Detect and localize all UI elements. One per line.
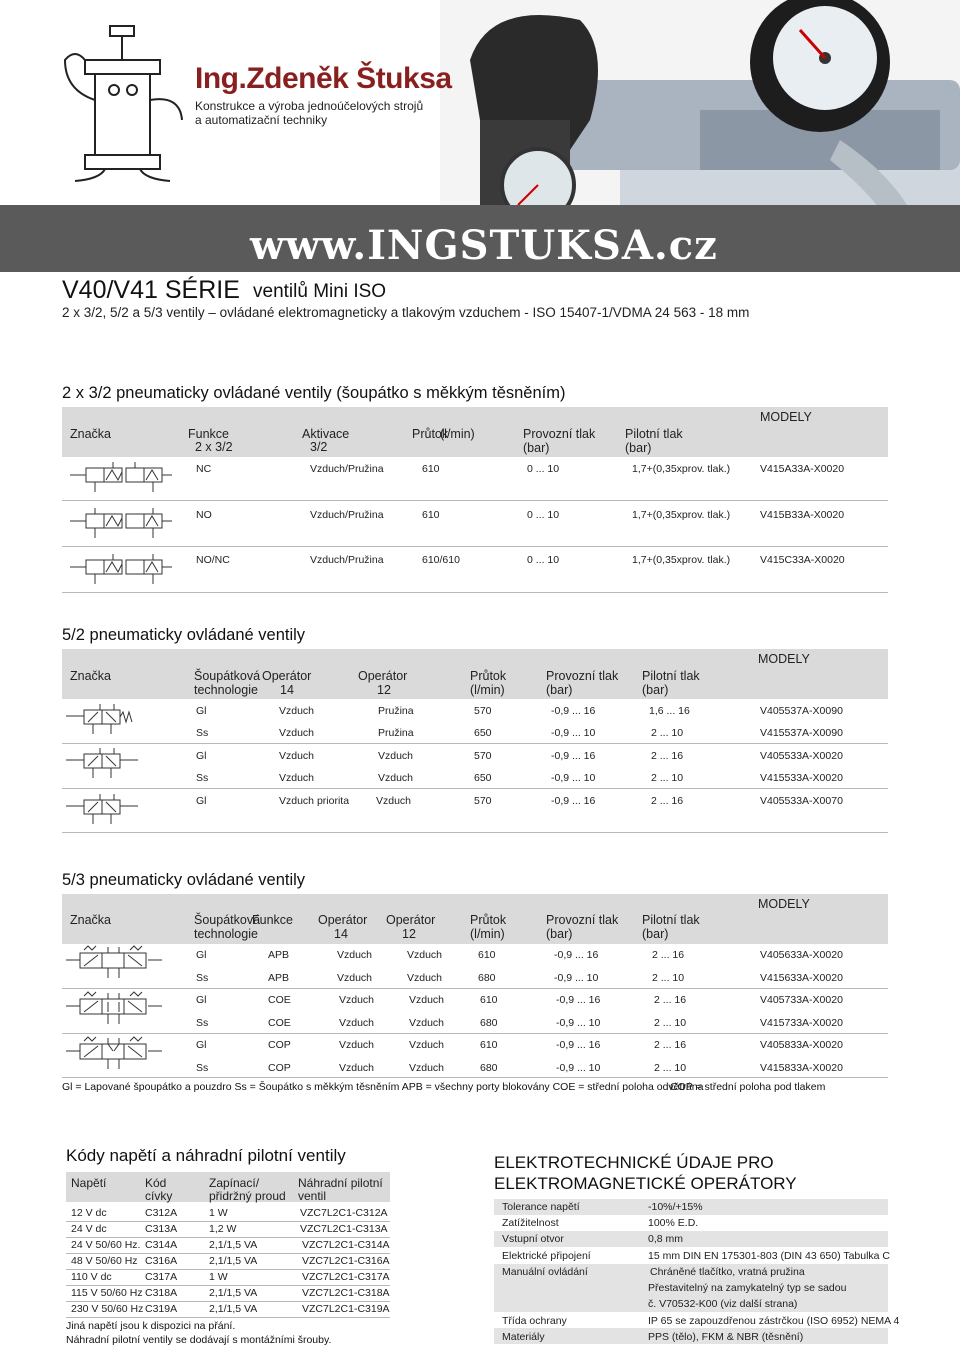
- cell-operator14: Vzduch: [337, 972, 373, 984]
- cell-prutok: 680: [478, 972, 496, 984]
- col-znacka: Značka: [70, 913, 111, 927]
- cell-pilotni: 2 ... 16: [654, 1039, 687, 1051]
- cell-operator12: Vzduch: [376, 795, 412, 807]
- col-provozni-unit: (bar): [546, 927, 573, 941]
- valve-symbol-2x32-nonc: [64, 550, 174, 588]
- spec-label: Třída ochrany: [502, 1315, 567, 1327]
- cell-soupatkova: Gl: [196, 705, 207, 717]
- cell-provozni: -0,9 ... 10: [554, 972, 599, 984]
- page-description: 2 x 3/2, 5/2 a 5/3 ventily – ovládané elektromagneticky a tlakovým vzduchem - ISO 15407-1/VDMA 24 563 - 18 mm: [62, 305, 750, 320]
- website-url[interactable]: www.INGSTUKSA.cz: [250, 222, 718, 269]
- page-title: V40/V41 SÉRIE: [62, 276, 240, 304]
- cell-soupatkova: Ss: [196, 727, 209, 739]
- cell-proud: 1 W: [209, 1207, 228, 1219]
- valve-symbol-2x32-no: [64, 504, 174, 542]
- row-divider: [66, 1317, 390, 1318]
- col-modely: MODELY: [758, 652, 810, 666]
- cell-model: V405633A-X0020: [760, 949, 843, 961]
- voltage-note-1: Jiná napětí jsou k dispozici na přání.: [66, 1320, 236, 1332]
- row-divider: [62, 500, 888, 501]
- cell-proud: 1,2 W: [209, 1223, 237, 1235]
- cell-operator14: Vzduch priorita: [279, 795, 350, 807]
- spec-label: Materiály: [502, 1331, 545, 1343]
- cell-operator12: Vzduch: [409, 1017, 445, 1029]
- cell-operator12: Vzduch: [378, 750, 414, 762]
- col-provozni: Provozní tlak: [546, 669, 619, 683]
- cell-provozni: 0 ... 10: [527, 463, 560, 475]
- cell-provozni: -0,9 ... 16: [556, 994, 601, 1006]
- legend-text: Gl = Lapované špoupátko a pouzdro Ss = Šoupátko s měkkým těsněním APB = všechny porty blokovány COE = střední poloha odvětrána: [62, 1081, 704, 1093]
- cell-pilotni: 2 ... 10: [654, 1062, 687, 1074]
- cell-napeti: 12 V dc: [71, 1207, 107, 1219]
- spec-label: Manuální ovládání: [502, 1266, 588, 1278]
- cell-provozni: -0,9 ... 16: [551, 705, 596, 717]
- cell-prutok: 650: [474, 772, 492, 784]
- cell-model: V415A33A-X0020: [760, 463, 845, 475]
- col-funkce: Funkce: [188, 427, 229, 441]
- cell-model: V415733A-X0020: [760, 1017, 843, 1029]
- col-nahradni-sub: ventil: [298, 1189, 327, 1203]
- col-nahradni: Náhradní pilotní: [298, 1176, 383, 1190]
- cell-operator12: Vzduch: [407, 972, 443, 984]
- cell-model: V405533A-X0070: [760, 795, 843, 807]
- col-operator14-sub: 14: [280, 683, 294, 697]
- valve-symbol-52-air: [64, 746, 144, 784]
- col-aktivace: Aktivace: [302, 427, 350, 441]
- cell-prutok: 680: [480, 1062, 498, 1074]
- spec-value: -10%/+15%: [648, 1201, 703, 1213]
- cell-operator12: Pružina: [378, 705, 414, 717]
- row-divider: [66, 1221, 390, 1222]
- cell-model: V405733A-X0020: [760, 994, 843, 1006]
- cell-ventil: VZC7L2C1-C319A: [302, 1303, 390, 1315]
- col-soupatkova-sub: technologie: [194, 683, 258, 697]
- valve-symbol-2x32-nc: [64, 458, 174, 496]
- cell-funkce: NO/NC: [196, 554, 230, 566]
- cell-funkce: APB: [268, 949, 290, 961]
- cell-proud: 2,1/1,5 VA: [209, 1239, 258, 1251]
- cell-model: V405533A-X0020: [760, 750, 843, 762]
- cell-pilotni: 1,7+(0,35xprov. tlak.): [632, 509, 731, 521]
- cell-pilotni: 2 ... 16: [654, 994, 687, 1006]
- cell-operator12: Vzduch: [409, 994, 445, 1006]
- cell-provozni: -0,9 ... 16: [554, 949, 599, 961]
- cell-operator12: Vzduch: [407, 949, 443, 961]
- cell-kod: C314A: [145, 1239, 178, 1251]
- cell-soupatkova: Ss: [196, 772, 209, 784]
- cell-operator14: Vzduch: [339, 1062, 375, 1074]
- cell-pilotni: 1,6 ... 16: [649, 705, 690, 717]
- cell-ventil: VZC7L2C1-C317A: [302, 1271, 390, 1283]
- cell-provozni: 0 ... 10: [527, 509, 560, 521]
- col-znacka: Značka: [70, 427, 111, 441]
- cell-pilotni: 1,7+(0,35xprov. tlak.): [632, 554, 731, 566]
- col-pilotni: Pilotní tlak: [625, 427, 683, 441]
- cell-operator14: Vzduch: [279, 750, 315, 762]
- cell-model: V405833A-X0020: [760, 1039, 843, 1051]
- cell-provozni: -0,9 ... 10: [556, 1017, 601, 1029]
- cell-prutok: 610: [480, 994, 498, 1006]
- cell-prutok: 680: [480, 1017, 498, 1029]
- cell-pilotni: 2 ... 16: [652, 949, 685, 961]
- cell-ventil: VZC7L2C1-C318A: [302, 1287, 390, 1299]
- col-znacka: Značka: [70, 669, 111, 683]
- col-aktivace-sub: 3/2: [310, 440, 328, 454]
- cell-model: V415833A-X0020: [760, 1062, 843, 1074]
- col-pilotni-unit: (bar): [625, 441, 652, 455]
- cell-model: V415B33A-X0020: [760, 509, 845, 521]
- spec-value-2: Přestavitelný na zamykatelný typ se sadou: [648, 1282, 847, 1294]
- cell-prutok: 610: [422, 509, 440, 521]
- col-funkce-sub: 2 x 3/2: [195, 440, 233, 454]
- col-zapinaci: Zapínací/: [209, 1176, 260, 1190]
- col-modely: MODELY: [760, 410, 812, 424]
- logo-mascot: [40, 20, 190, 185]
- cell-pilotni: 2 ... 10: [652, 972, 685, 984]
- row-divider: [62, 832, 888, 833]
- col-prutok-unit: (l/min): [470, 683, 505, 697]
- cell-operator14: Vzduch: [339, 1039, 375, 1051]
- cell-napeti: 230 V 50/60 Hz: [71, 1303, 144, 1315]
- cell-napeti: 24 V 50/60 Hz.: [71, 1239, 141, 1251]
- col-soupatkova: Šoupátková: [194, 913, 261, 927]
- col-operator12: Operátor: [358, 669, 408, 683]
- cell-operator12: Vzduch: [409, 1039, 445, 1051]
- cell-prutok: 650: [474, 727, 492, 739]
- cell-prutok: 570: [474, 750, 492, 762]
- cell-operator14: Vzduch: [339, 1017, 375, 1029]
- cell-kod: C313A: [145, 1223, 178, 1235]
- cell-model: V415533A-X0020: [760, 772, 843, 784]
- cell-soupatkova: Gl: [196, 1039, 207, 1051]
- cell-pilotni: 2 ... 16: [651, 795, 684, 807]
- section-2x32-title: 2 x 3/2 pneumaticky ovládané ventily (šoupátko s měkkým těsněním): [62, 384, 566, 402]
- cell-soupatkova: Gl: [196, 795, 207, 807]
- cell-funkce: APB: [268, 972, 290, 984]
- cell-soupatkova: Ss: [196, 972, 209, 984]
- cell-soupatkova: Ss: [196, 1017, 209, 1029]
- cell-pilotni: 2 ... 10: [651, 772, 684, 784]
- col-prutok: Průtok: [470, 913, 507, 927]
- col-operator12-sub: 12: [402, 927, 416, 941]
- col-zapinaci-sub: přidržný proud: [209, 1189, 286, 1203]
- cell-soupatkova: Gl: [196, 750, 207, 762]
- col-provozni: Provozní tlak: [546, 913, 619, 927]
- page-header: [0, 0, 960, 272]
- electrical-title-2: ELEKTROMAGNETICKÉ OPERÁTORY: [494, 1174, 797, 1193]
- row-divider: [66, 1253, 390, 1254]
- cell-pilotni: 2 ... 10: [654, 1017, 687, 1029]
- row-divider: [62, 592, 888, 593]
- cell-funkce: NC: [196, 463, 212, 475]
- spec-label: Tolerance napětí: [502, 1201, 580, 1213]
- col-kod-sub: cívky: [145, 1189, 173, 1203]
- cell-provozni: -0,9 ... 16: [551, 750, 596, 762]
- voltage-codes-title: Kódy napětí a náhradní pilotní ventily: [66, 1146, 346, 1165]
- cell-funkce: COE: [268, 994, 291, 1006]
- cell-prutok: 570: [474, 705, 492, 717]
- cell-proud: 2,1/1,5 VA: [209, 1287, 258, 1299]
- company-tagline-2: a automatizační techniky: [195, 113, 328, 127]
- col-modely: MODELY: [758, 897, 810, 911]
- cell-ventil: VZC7L2C1-C316A: [302, 1255, 390, 1267]
- cell-pilotni: 2 ... 10: [651, 727, 684, 739]
- cell-napeti: 115 V 50/60 Hz: [71, 1287, 143, 1299]
- cell-aktivace: Vzduch/Pružina: [310, 463, 384, 475]
- cell-provozni: -0,9 ... 16: [551, 795, 596, 807]
- col-napeti: Napětí: [71, 1176, 107, 1190]
- col-pilotni: Pilotní tlak: [642, 669, 700, 683]
- row-divider: [66, 1285, 390, 1286]
- cell-proud: 1 W: [209, 1271, 228, 1283]
- col-provozni: Provozní tlak: [523, 427, 596, 441]
- company-name: Ing.Zdeněk Štuksa: [195, 62, 452, 95]
- spec-value-3: č. V70532-K00 (viz další strana): [648, 1298, 798, 1310]
- spec-value: 0,8 mm: [648, 1233, 684, 1245]
- col-operator14: Operátor: [262, 669, 312, 683]
- spec-value: 15 mm DIN EN 175301-803 (DIN 43 650) Tabulka C: [648, 1250, 891, 1262]
- cell-operator12: Pružina: [378, 727, 414, 739]
- spec-label: Zatížitelnost: [502, 1217, 559, 1229]
- valve-symbol-53-cop: [64, 1035, 164, 1075]
- row-divider: [62, 988, 888, 989]
- row-divider: [66, 1301, 390, 1302]
- row-divider: [62, 788, 888, 789]
- col-pilotni-unit: (bar): [642, 927, 669, 941]
- row-divider: [62, 1033, 888, 1034]
- cell-funkce: COP: [268, 1039, 291, 1051]
- section-52-title: 5/2 pneumaticky ovládané ventily: [62, 626, 306, 644]
- cell-funkce: NO: [196, 509, 212, 521]
- valve-symbol-52-priority: [64, 792, 144, 830]
- cell-provozni: -0,9 ... 10: [551, 727, 596, 739]
- col-funkce: Funkce: [252, 913, 293, 927]
- col-kod: Kód: [145, 1176, 167, 1190]
- cell-funkce: COP: [268, 1062, 291, 1074]
- col-operator14: Operátor: [318, 913, 368, 927]
- cell-model: V415C33A-X0020: [760, 554, 845, 566]
- col-operator12-sub: 12: [377, 683, 391, 697]
- col-prutok: Průtok: [412, 427, 449, 441]
- cell-kod: C317A: [145, 1271, 178, 1283]
- section-53-title: 5/3 pneumaticky ovládané ventily: [62, 871, 306, 889]
- cell-operator14: Vzduch: [339, 994, 375, 1006]
- cell-proud: 2,1/1,5 VA: [209, 1303, 258, 1315]
- cell-model: V405537A-X0090: [760, 705, 843, 717]
- cell-model: V415537A-X0090: [760, 727, 843, 739]
- row-divider: [66, 1237, 390, 1238]
- company-tagline-1: Konstrukce a výroba jednoúčelových strojů: [195, 99, 424, 113]
- cell-provozni: -0,9 ... 10: [556, 1062, 601, 1074]
- spec-value: IP 65 se zapouzdřenou zástrčkou (ISO 6952) NEMA 4: [648, 1315, 900, 1327]
- electrical-title-1: ELEKTROTECHNICKÉ ÚDAJE PRO: [494, 1153, 774, 1172]
- col-soupatkova-sub: technologie: [194, 927, 258, 941]
- cell-pilotni: 2 ... 16: [651, 750, 684, 762]
- cell-ventil: VZC7L2C1-C313A: [300, 1223, 388, 1235]
- cell-aktivace: Vzduch/Pružina: [310, 509, 384, 521]
- page-subtitle: ventilů Mini ISO: [253, 281, 387, 302]
- col-prutok-unit: (l/min): [440, 427, 475, 441]
- cell-operator14: Vzduch: [279, 772, 315, 784]
- cell-ventil: VZC7L2C1-C312A: [300, 1207, 388, 1219]
- cell-napeti: 24 V dc: [71, 1223, 107, 1235]
- cell-provozni: 0 ... 10: [527, 554, 560, 566]
- row-divider: [62, 546, 888, 547]
- cell-prutok: 610: [480, 1039, 498, 1051]
- spec-value: 100% E.D.: [648, 1217, 699, 1229]
- cell-kod: C318A: [145, 1287, 178, 1299]
- cell-operator14: Vzduch: [337, 949, 373, 961]
- col-pilotni: Pilotní tlak: [642, 913, 700, 927]
- cell-napeti: 48 V 50/60 Hz: [71, 1255, 138, 1267]
- cell-prutok: 610: [478, 949, 496, 961]
- row-divider: [62, 743, 888, 744]
- cell-operator12: Vzduch: [378, 772, 414, 784]
- cell-kod: C312A: [145, 1207, 178, 1219]
- cell-model: V415633A-X0020: [760, 972, 843, 984]
- spec-value: PPS (tělo), FKM & NBR (těsnění): [648, 1331, 804, 1343]
- spec-label: Vstupní otvor: [502, 1233, 564, 1245]
- col-prutok: Průtok: [470, 669, 507, 683]
- col-operator14-sub: 14: [334, 927, 348, 941]
- valve-symbol-52-spring: [64, 702, 144, 740]
- row-divider: [66, 1269, 390, 1270]
- col-operator12: Operátor: [386, 913, 436, 927]
- spec-label: Elektrické připojení: [502, 1250, 591, 1262]
- cell-provozni: -0,9 ... 16: [556, 1039, 601, 1051]
- cell-operator14: Vzduch: [279, 727, 315, 739]
- valve-symbol-53-coe: [64, 990, 164, 1030]
- col-soupatkova: Šoupátková: [194, 669, 261, 683]
- row-divider: [62, 1077, 888, 1078]
- cell-ventil: VZC7L2C1-C314A: [302, 1239, 390, 1251]
- spec-value: Chráněné tlačítko, vratná pružina: [650, 1266, 805, 1278]
- cell-soupatkova: Ss: [196, 1062, 209, 1074]
- legend-text-cop: COP = střední poloha pod tlakem: [670, 1081, 826, 1093]
- cell-napeti: 110 V dc: [71, 1271, 112, 1283]
- col-pilotni-unit: (bar): [642, 683, 669, 697]
- cell-prutok: 610: [422, 463, 440, 475]
- valve-symbol-53-apb: [64, 944, 164, 984]
- cell-soupatkova: Gl: [196, 994, 207, 1006]
- col-provozni-unit: (bar): [523, 441, 550, 455]
- cell-pilotni: 1,7+(0,35xprov. tlak.): [632, 463, 731, 475]
- cell-kod: C316A: [145, 1255, 178, 1267]
- cell-proud: 2,1/1,5 VA: [209, 1255, 258, 1267]
- cell-aktivace: Vzduch/Pružina: [310, 554, 384, 566]
- cell-soupatkova: Gl: [196, 949, 207, 961]
- col-prutok-unit: (l/min): [470, 927, 505, 941]
- cell-prutok: 570: [474, 795, 492, 807]
- voltage-note-2: Náhradní pilotní ventily se dodávají s montážními šrouby.: [66, 1334, 332, 1346]
- cell-funkce: COE: [268, 1017, 291, 1029]
- cell-operator14: Vzduch: [279, 705, 315, 717]
- cell-kod: C319A: [145, 1303, 178, 1315]
- cell-provozni: -0,9 ... 10: [551, 772, 596, 784]
- col-provozni-unit: (bar): [546, 683, 573, 697]
- cell-operator12: Vzduch: [409, 1062, 445, 1074]
- cell-prutok: 610/610: [422, 554, 460, 566]
